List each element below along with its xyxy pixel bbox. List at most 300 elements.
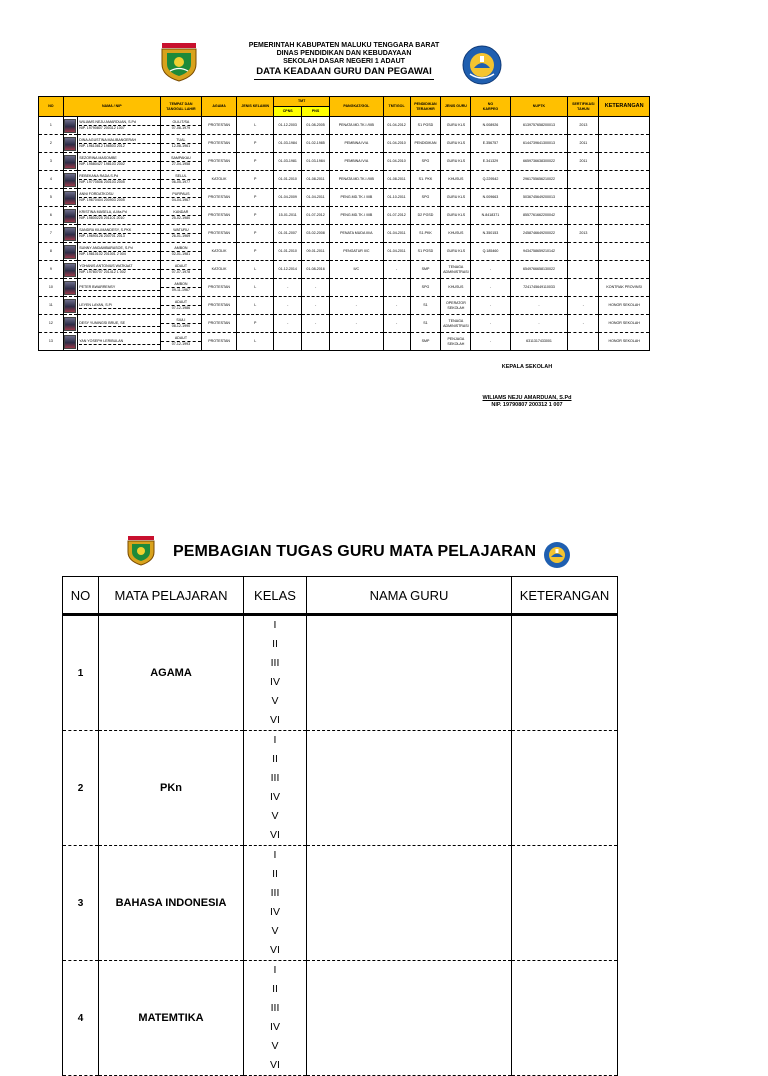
col-ttl-bottom: TANGGAL LAHIR [166,106,196,111]
col2-nama-guru: NAMA GURU [307,577,512,615]
table-row [39,117,650,135]
class-level: IV [270,676,280,688]
row-pns: 01-08-2016 [302,261,330,279]
row-agama: KATOLIK [202,261,237,279]
tut-wuri-handayani-logo-icon [461,44,503,86]
subject-name: AGAMA [99,615,244,731]
row-pangkat: PENATA MUDA III/A [330,225,384,243]
row-no: 4 [39,171,64,189]
row-nama [78,189,161,207]
col-pend-bottom: TERAKHIR [416,106,435,111]
document-header [38,38,650,96]
row-tmtgol: 01-08-2011 [383,171,410,189]
avatar [64,155,76,169]
table-row [39,315,650,333]
col-jenis-kelamin: JENIS KELAMIN [237,97,274,117]
row-sertifikasi: 2011 [568,135,599,153]
birth-date: 25-02-1980 [171,216,191,220]
row-tmtgol: 01-04-2010 [383,135,410,153]
row-pangkat: PENGATUR II/C [330,243,384,261]
col-pns: PNS [302,107,330,117]
row-sertifikasi: 2013 [568,117,599,135]
header-school: SEKOLAH DASAR NEGERI 1 ADAUT [283,58,405,65]
col-keterangan: KETERANGAN [599,97,650,117]
birth-date: 08-12-1990 [171,324,191,328]
row-nama [78,261,161,279]
class-list [244,731,307,846]
row-karpeg: - [471,297,510,315]
teacher-nip: NIP. 19810102 201001 2 004 [79,252,126,256]
row-tmtgol [383,279,410,297]
row-karpeg: - [471,315,510,333]
col2-no: NO [63,577,99,615]
row-no: 10 [39,279,64,297]
row-jenis-guru: GURU KLS [441,135,471,153]
row-jk: L [237,261,274,279]
col-pendidikan [410,97,441,117]
row-agama: PROTESTAN [202,135,237,153]
row-no: 1 [39,117,64,135]
class-level: V [271,695,279,707]
row-nuptk: 2961755656210022 [510,171,568,189]
row-no: 9 [39,261,64,279]
row-nuptk: 6144739641300013 [510,135,568,153]
teacher-name: DINA AGUSTINA MALIBANGERAH [79,138,160,144]
teacher-photo [63,225,77,243]
col-tmt-gol: TMT/GOL [383,97,410,117]
row-pangkat: II/C [330,261,384,279]
birth-place: ADAUT [161,264,201,270]
birth-place: SIULI [161,318,201,324]
row-jenis-guru: GURU KLS [441,189,471,207]
row-nuptk: 5036745649200013 [510,189,568,207]
teacher-photo [63,333,77,351]
teacher-photo [63,117,77,135]
row-agama: PROTESTAN [202,333,237,351]
row-nama [78,315,161,333]
class-level: V [271,1040,279,1052]
teacher-name-cell[interactable] [307,961,512,1076]
row-pangkat: PEMBINA IV/A [330,135,384,153]
avatar [64,335,76,349]
subject-name: MATEMTIKA [99,961,244,1076]
row-nama [78,135,161,153]
col-ttl [160,97,201,117]
row-cpns: 01-03-1984 [274,135,302,153]
row-jenis-guru: KHUSUS [441,279,471,297]
class-level: II [272,638,278,650]
birth-date: 26-01-1969 [171,234,191,238]
row-pangkat: PEMBINA IV/A [330,153,384,171]
row-tmtgol: 01-10-2011 [383,189,410,207]
row-pns: 01-08-2011 [302,171,330,189]
row-keterangan [599,261,650,279]
row-sertifikasi: - [568,315,599,333]
title-underline [254,79,434,80]
table-row [63,961,618,1076]
row-nama [78,225,161,243]
row-pns: 01-02-1985 [302,135,330,153]
regency-crest-icon [156,42,202,82]
row-keterangan [599,117,650,135]
row-pendidikan: SMP [410,261,441,279]
row-sertifikasi: 2011 [568,153,599,171]
table-row [39,297,650,315]
row-agama: PROTESTAN [202,153,237,171]
row-agama: PROTESTAN [202,117,237,135]
row-jk: P [237,225,274,243]
row-no: 3 [39,153,64,171]
row-no: 8 [39,243,64,261]
birth-place: AMBON [161,282,201,288]
row-pns: 01-03-1984 [302,153,330,171]
row-cpns: 01-01-2010 [274,171,302,189]
avatar [64,299,76,313]
col2-kelas: KELAS [244,577,307,615]
birth-place: SAMPAKAU [161,156,201,162]
row-pangkat [330,333,384,351]
row-nama [78,153,161,171]
row-tmtgol: 01-04-2011 [383,243,410,261]
class-level: II [272,983,278,995]
row-cpns: - [274,315,302,333]
row-jk: P [237,315,274,333]
teacher-name-cell[interactable] [307,615,512,731]
row-no: 12 [39,315,64,333]
teacher-name: SANDRA KILIMANDESY, S.PKK [79,228,160,234]
col-agama: AGAMA [202,97,237,117]
class-level: VI [270,714,280,726]
row-ttl [160,225,201,243]
row-jk: L [237,279,274,297]
row-agama: PROTESTAN [202,315,237,333]
row-sertifikasi [568,189,599,207]
row-jk: P [237,243,274,261]
avatar [64,119,76,133]
birth-place: WATURU [161,228,201,234]
birth-place: OLILIT/SA [161,120,201,126]
row-agama: PROTESTAN [202,207,237,225]
avatar [64,281,76,295]
row-cpns: 15-01-2011 [274,207,302,225]
teacher-nip: NIP. 19780707 201412 1 002 [79,270,126,274]
class-list [244,961,307,1076]
teacher-nip: NIP. 19690126 200701 2013 [79,234,125,238]
col-karpeg-top: NO [487,101,494,106]
row-nuptk: 9434758659210142 [510,243,568,261]
row-nuptk: 6549766658130022 [510,261,568,279]
keterangan-cell[interactable] [512,731,618,846]
class-level: I [273,964,277,976]
col-nama-nip: NAMA / NIP [63,97,160,117]
row-pendidikan: S1 PGSD [410,117,441,135]
row-ttl [160,117,201,135]
teacher-photo [63,261,77,279]
teacher-photo [63,207,77,225]
birth-place: KANDAR [161,210,201,216]
teacher-nip: NIP. 19800225 201101 2010 [79,216,125,220]
row-jk: L [237,333,274,351]
subject-no: 4 [63,961,99,1076]
col-sert-top: SERTIFIKASI [572,101,595,106]
row-nuptk: 7241745649110033 [510,279,568,297]
row-agama: PROTESTAN [202,279,237,297]
row-ttl [160,315,201,333]
col-jenis-guru: JENIS GURU [441,97,471,117]
row-pangkat [330,279,384,297]
signature-title: KEPALA SEKOLAH [501,364,553,370]
avatar [64,227,76,241]
table-row [39,243,650,261]
row-ttl [160,243,201,261]
row-karpeg: - [471,279,510,297]
row-karpeg: - [471,333,510,351]
table-row [39,279,650,297]
row-pns: 01-04-2011 [302,189,330,207]
birth-date: 07-12-1993 [171,342,191,346]
table-row [39,153,650,171]
row-agama: PROTESTAN [202,225,237,243]
teacher-name-cell[interactable] [307,731,512,846]
class-level: III [270,887,280,899]
row-ttl [160,261,201,279]
row-pangkat: - [330,315,384,333]
row-jenis-guru: KHUSUS [441,171,471,189]
row-nuptk: - [510,315,568,333]
teacher-name-cell[interactable] [307,846,512,961]
row-jenis-guru: GURU KLS [441,153,471,171]
row-jk: P [237,135,274,153]
class-level: VI [270,1059,280,1071]
row-ttl [160,279,201,297]
teacher-name: KRISTINA MASELA, A.Ma.Pd [79,210,160,216]
teacher-photo [63,279,77,297]
row-jk: P [237,189,274,207]
row-tmtgol: 01-04-2012 [383,117,410,135]
col-nuptk: NUPTK [510,97,568,117]
row-tmtgol: - [383,297,410,315]
avatar [64,191,76,205]
col-sertifikasi [568,97,599,117]
row-sertifikasi [568,333,599,351]
class-level: I [273,734,277,746]
header-department: DINAS PENDIDIKAN DAN KEBUDAYAAN [276,50,412,57]
birth-date: 07-07-1978 [171,270,191,274]
data-keadaan-guru-document [38,38,650,408]
birth-date: 04-04-1967 [171,198,191,202]
teacher-name: ANNI FORDATKOSU [79,192,160,198]
row-pendidikan: D2 PGSD [410,207,441,225]
avatar [64,317,76,331]
subject-no: 1 [63,615,99,731]
signature-nip: NIP. 19790807 200312 1 007 [491,402,563,408]
document-title: DATA KEADAAN GURU DAN PEGAWAI [256,66,432,77]
row-ttl [160,171,201,189]
row-sertifikasi [568,261,599,279]
birth-date: 07-08-1979 [171,126,191,130]
row-keterangan [599,153,650,171]
row-cpns: - [274,297,302,315]
avatar [64,263,76,277]
avatar [64,245,76,259]
row-karpeg: E.341329 [471,153,510,171]
row-karpeg: N.009663 [471,189,510,207]
row-keterangan: HONOR SEKOLAH [599,315,650,333]
teacher-name: LEYEN LAYAN, S.Pi [79,303,160,309]
teacher-nip: NIP. 19580427 198103 2002 [79,162,125,166]
subject-no: 3 [63,846,99,961]
row-sertifikasi [568,279,599,297]
col-ttl-top: TEMPAT DAN [169,101,193,106]
row-jk: P [237,207,274,225]
teacher-photo [63,315,77,333]
birth-place: ADAUT [161,336,201,342]
teacher-photo [63,297,77,315]
birth-place: SELUL [161,174,201,180]
row-cpns: 01-12-2003 [274,117,302,135]
row-karpeg: - [471,261,510,279]
subject-name: PKn [99,731,244,846]
row-sertifikasi: - [568,297,599,315]
row-no: 13 [39,333,64,351]
row-pns: 01-08-2005 [302,117,330,135]
subject-no: 2 [63,731,99,846]
assignment-title: PEMBAGIAN TUGAS GURU MATA PELAJARAN [173,543,537,560]
row-pendidikan: S1 [410,315,441,333]
row-ttl [160,135,201,153]
class-level: V [271,925,279,937]
col-no: NO [39,97,64,117]
row-karpeg: N.008926 [471,117,510,135]
class-level: VI [270,944,280,956]
keterangan-cell[interactable] [512,846,618,961]
table-row [39,135,650,153]
row-keterangan [599,135,650,153]
row-jenis-guru: KHUSUS [441,225,471,243]
col-sert-bottom: TAHUN [577,106,590,111]
row-nama [78,243,161,261]
row-cpns [274,333,302,351]
class-level: III [270,1002,280,1014]
row-jenis-guru: GURU KLS [441,117,471,135]
row-nuptk: 2458746649200022 [510,225,568,243]
col2-keterangan: KETERANGAN [512,577,618,615]
row-jk: P [237,153,274,171]
teacher-name: DESY YUNINGSI BRUE, SE [79,321,160,327]
row-pendidikan: S1 [410,297,441,315]
row-ttl [160,333,201,351]
row-tmtgol: 01-04-2010 [383,153,410,171]
regency-crest-icon [123,536,159,566]
row-jenis-guru: TENAGA ADMINISTRASI [441,261,471,279]
keterangan-cell[interactable] [512,961,618,1076]
table-row [63,615,618,731]
class-level: IV [270,1021,280,1033]
table-row [63,731,618,846]
table-row [39,333,650,351]
col-tmt: TMT [274,97,330,107]
row-keterangan: KONTRAK PROVINSI [599,279,650,297]
teacher-photo [63,135,77,153]
row-nuptk: 6311317433001 [510,333,568,351]
class-level: VI [270,829,280,841]
birth-place: ADAUT [161,300,201,306]
subject-name: BAHASA INDONESIA [99,846,244,961]
class-level: IV [270,906,280,918]
col-cpns: CPNS [274,107,302,117]
col2-mata-pelajaran: MATA PELAJARAN [99,577,244,615]
row-cpns: 01-01-2010 [274,243,302,261]
birth-date: 09-11-1967 [171,288,190,292]
row-pendidikan: PENDIDIKAN [410,135,441,153]
class-level: II [272,753,278,765]
row-agama: KATOLIK [202,243,237,261]
teacher-name: REBEKANA RADA S.Pd [79,174,160,180]
birth-date: 12-08-1961 [171,144,191,148]
signature-name: WILIAMS NEJU AMARDUAN, S.Pd [482,395,572,401]
birth-place: TUAL [161,138,201,144]
row-pendidikan: S1 PGSD [410,243,441,261]
row-pns: - [302,315,330,333]
row-nama [78,117,161,135]
teacher-photo [63,153,77,171]
row-keterangan: HONOR SEKOLAH [599,297,650,315]
row-sertifikasi [568,171,599,189]
row-agama: PROTESTAN [202,189,237,207]
avatar [64,209,76,223]
avatar [64,173,76,187]
teacher-nip: NIP. 19770506 200103 2005 [79,180,125,184]
subject-assignment-table [62,576,618,1076]
row-agama: PROTESTAN [202,297,237,315]
row-nama [78,297,161,315]
birth-date: 07-12-1986 [171,306,191,310]
row-keterangan [599,207,650,225]
row-keterangan: HONOR SEKOLAH [599,333,650,351]
row-nuptk: 6139757658200013 [510,117,568,135]
teacher-nip: NIP. 19790807 200312 1007 [79,126,125,130]
row-tmtgol: - [383,261,410,279]
row-cpns: 01-04-2009 [274,189,302,207]
row-pns: 03-02-2008 [302,225,330,243]
row-pangkat: PENG.MD.TK.I /IIIB [330,189,384,207]
row-pendidikan: SPG [410,189,441,207]
table-row [39,261,650,279]
teacher-name: PETER BWARRENSY [79,285,160,291]
table-row [39,171,650,189]
row-karpeg: N.8418371 [471,207,510,225]
pembagian-tugas-document [0,530,768,1071]
table-row [39,207,650,225]
row-nama [78,207,161,225]
header-government: PEMERINTAH KABUPATEN MALUKU TENGGARA BARAT [248,42,440,49]
teacher-photo [63,171,77,189]
row-tmtgol: 01-07-2012 [383,207,410,225]
class-list [244,615,307,731]
teacher-name: SEZORINA MASOMBE [79,156,160,162]
table-row [63,846,618,961]
class-level: IV [270,791,280,803]
row-karpeg: E.356757 [471,135,510,153]
table-row [39,189,650,207]
row-pns: 09-01-2011 [302,243,330,261]
avatar [64,137,76,151]
row-no: 7 [39,225,64,243]
tut-wuri-handayani-logo-icon [543,541,571,569]
row-jenis-guru: GURU KLS [441,243,471,261]
keterangan-cell[interactable] [512,615,618,731]
teacher-nip: NIP. 19610812 198503 2012 [79,144,125,148]
